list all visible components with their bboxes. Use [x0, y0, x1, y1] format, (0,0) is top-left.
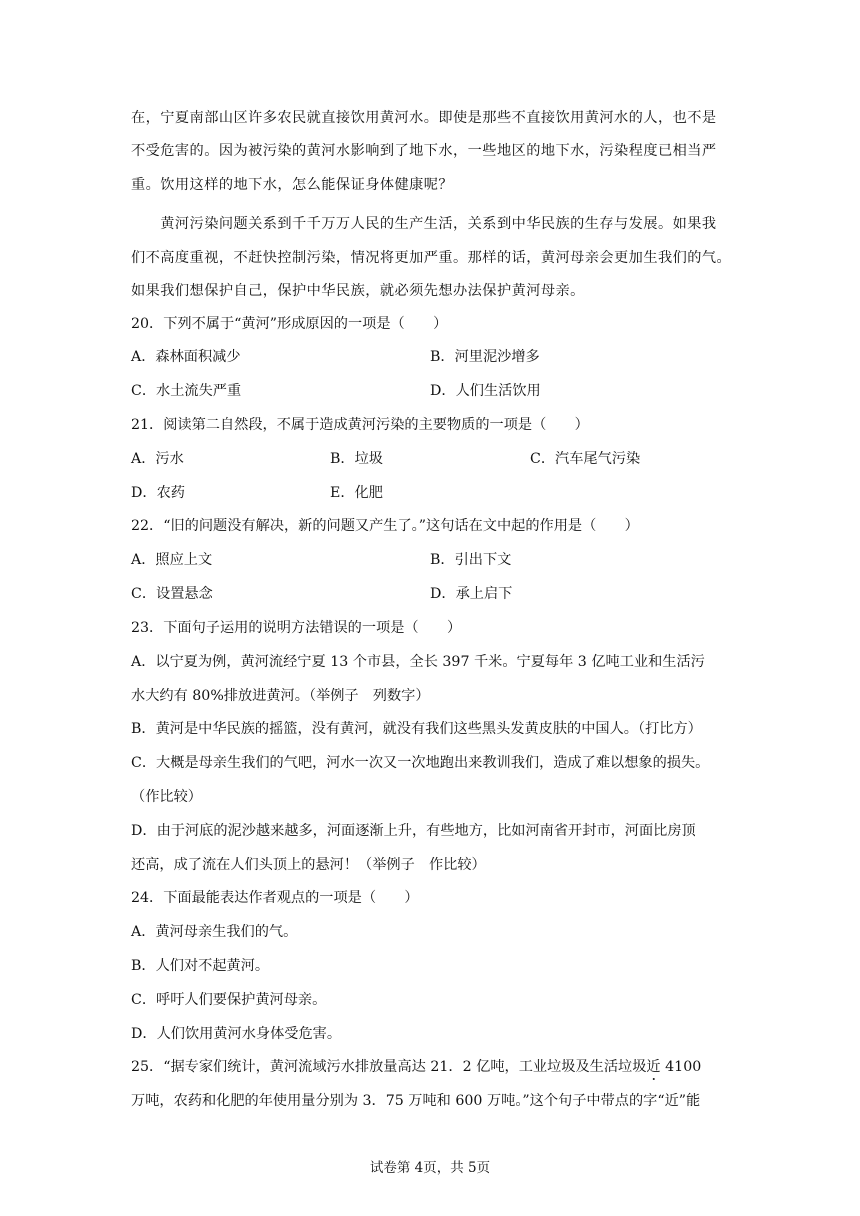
question-stem: 23．下面句子运用的说明方法错误的一项是（ ）	[131, 620, 462, 636]
option-d: D．农药	[131, 485, 185, 501]
stem-text: 25．“据专家们统计，黄河流域污水排放量高达 21．2 亿吨，工业垃圾及生活垃圾	[131, 1059, 647, 1075]
option-e: E．化肥	[330, 485, 383, 501]
passage-line: 在，宁夏南部山区许多农民就直接饮用黄河水。即使是那些不直接饮用黄河水的人，也不是	[131, 110, 717, 126]
page-footer: 试卷第 4页，共 5页	[369, 1160, 491, 1176]
option-b: B．人们对不起黄河。	[131, 958, 270, 974]
option-a: A．黄河母亲生我们的气。	[131, 924, 298, 940]
question-stem	[131, 1057, 731, 1077]
option-b: B．河里泥沙增多	[430, 349, 540, 365]
option-b-line: B．黄河是中华民族的摇篮，没有黄河，就没有我们这些黑头发黄皮肤的中国人。（打比方）	[131, 721, 702, 737]
option-c: C．设置悬念	[131, 586, 213, 602]
option-a: A．污水	[131, 451, 184, 467]
option-d-line: 还高，成了流在人们头顶上的悬河！（举例子 作比较）	[131, 857, 486, 873]
stem-text: 4100	[660, 1059, 702, 1075]
option-c: C．汽车尾气污染	[530, 451, 641, 467]
option-c: C．呼吁人们要保护黄河母亲。	[131, 992, 327, 1008]
option-c: C．水土流失严重	[131, 383, 242, 399]
option-c-line: C．大概是母亲生我们的气吧，河水一次又一次地跑出来教训我们，造成了难以想象的损失。	[131, 755, 710, 771]
option-c-line: （作比较）	[131, 789, 202, 805]
option-a-line: 水大约有 80%排放进黄河。（举例子 列数字）	[131, 688, 430, 704]
option-a: A．森林面积减少	[131, 349, 241, 365]
option-a: A．照应上文	[131, 552, 213, 568]
option-b: B．引出下文	[430, 552, 512, 568]
option-d-line: D．由于河底的泥沙越来越多，河面逐渐上升，有些地方，比如河南省开封市，河面比房顶	[131, 823, 696, 839]
question-stem: 21．阅读第二自然段，不属于造成黄河污染的主要物质的一项是（ ）	[131, 417, 589, 433]
option-d: D．承上启下	[430, 586, 513, 602]
question-stem: 20．下列不属于“黄河”形成原因的一项是（ ）	[131, 316, 448, 332]
passage-line: 不受危害的。因为被污染的黄河水影响到了地下水，一些地区的地下水，污染程度已相当严	[131, 143, 717, 159]
option-a-line: A．以宁夏为例，黄河流经宁夏 13 个市县，全长 397 千米。宁夏每年 3 亿吨工业和生活污	[131, 654, 705, 670]
passage-line: 们不高度重视，不赶快控制污染，情况将更加严重。那样的话，黄河母亲会更加生我们的气。	[131, 250, 732, 266]
option-b: B．垃圾	[330, 451, 383, 467]
option-d: D．人们生活饮用	[430, 383, 541, 399]
passage-line: 黄河污染问题关系到千千万万人民的生产生活，关系到中华民族的生存与发展。如果我	[131, 216, 717, 232]
dotted-character: 近	[646, 1059, 661, 1075]
question-stem: 24．下面最能表达作者观点的一项是（ ）	[131, 890, 419, 906]
passage-line: 如果我们想保护自己，保护中华民族，就必须先想办法保护黄河母亲。	[131, 283, 585, 299]
passage-line: 重。饮用这样的地下水，怎么能保证身体健康呢？	[131, 177, 454, 193]
question-stem-continued: 万吨，农药和化肥的年使用量分别为 3．75 万吨和 600 万吨。”这个句子中带点的字“近”能	[131, 1093, 701, 1109]
option-d: D．人们饮用黄河水身体受危害。	[131, 1026, 342, 1042]
question-stem: 22．“旧的问题没有解决，新的问题又产生了。”这句话在文中起的作用是（ ）	[131, 518, 639, 534]
